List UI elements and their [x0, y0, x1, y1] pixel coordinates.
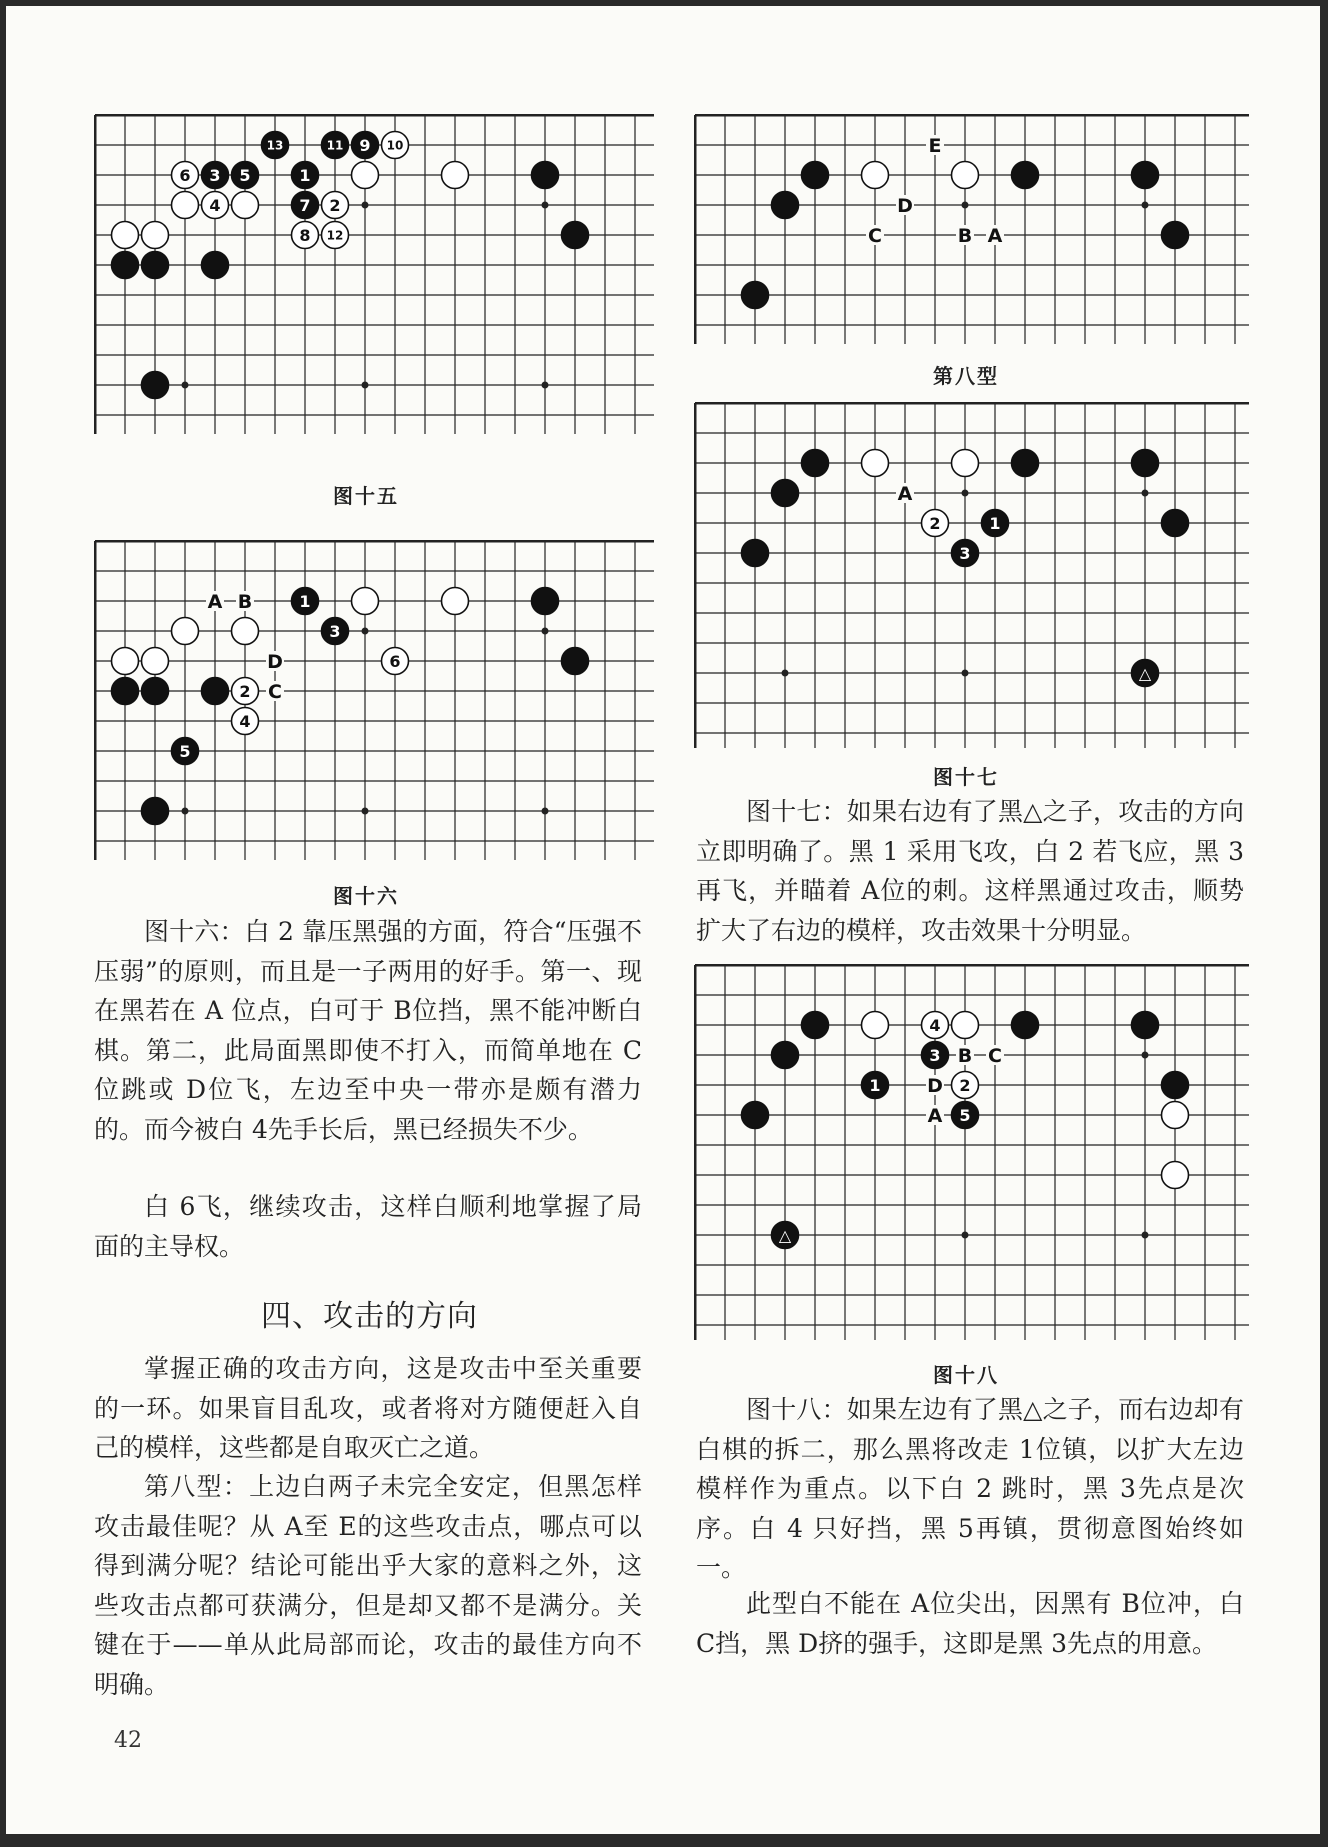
board-letter-marker	[266, 681, 284, 703]
black-stone	[802, 1012, 829, 1039]
white-stone	[952, 450, 979, 477]
black-stone-disc	[1132, 162, 1159, 189]
white-stone-disc	[142, 222, 169, 249]
white-stone	[322, 192, 349, 219]
black-stone-disc	[1162, 510, 1189, 537]
white-stone	[112, 222, 139, 249]
star-point	[362, 202, 369, 209]
star-point	[962, 490, 969, 497]
white-stone	[352, 162, 379, 189]
white-stone	[1162, 1162, 1189, 1189]
white-stone-disc	[1162, 1102, 1189, 1129]
stone-number: 6	[179, 165, 191, 185]
black-stone	[292, 588, 319, 615]
black-stone	[292, 192, 319, 219]
white-stone-disc	[952, 450, 979, 477]
white-stone	[442, 162, 469, 189]
stone-number: 7	[299, 195, 311, 215]
stone-number: 5	[179, 741, 191, 761]
star-point	[542, 808, 549, 815]
black-stone-disc	[202, 252, 229, 279]
black-stone-disc	[772, 480, 799, 507]
white-stone	[232, 708, 259, 735]
stone-number: 2	[929, 513, 941, 533]
black-stone	[772, 1222, 799, 1249]
marker-letter: B	[957, 225, 973, 247]
black-stone-disc	[142, 798, 169, 825]
board-letter-marker	[926, 1105, 944, 1127]
white-stone	[292, 222, 319, 249]
star-point	[1142, 202, 1149, 209]
white-stone	[1162, 1102, 1189, 1129]
white-stone	[232, 678, 259, 705]
black-stone	[1012, 450, 1039, 477]
white-stone	[112, 648, 139, 675]
stone-number: 1	[299, 165, 311, 185]
black-stone-disc	[562, 648, 589, 675]
white-stone	[322, 222, 349, 249]
paragraph-fig16-white6: 白 6飞，继续攻击，这样白顺利地掌握了局面的主导权。	[94, 1192, 642, 1261]
white-stone-disc	[952, 1012, 979, 1039]
page-number: 42	[114, 1728, 142, 1753]
star-point	[362, 628, 369, 635]
go-board-fig16	[94, 540, 654, 860]
black-stone	[562, 648, 589, 675]
star-point	[1142, 1232, 1149, 1239]
white-stone	[352, 588, 379, 615]
black-stone	[742, 282, 769, 309]
black-stone	[142, 252, 169, 279]
board-letter-marker	[896, 195, 914, 217]
black-stone-disc	[1012, 450, 1039, 477]
marker-letter: D	[897, 195, 913, 217]
star-point	[782, 670, 789, 677]
white-stone-disc	[352, 588, 379, 615]
marker-letter: C	[868, 225, 882, 247]
star-point	[962, 670, 969, 677]
black-stone-disc	[112, 678, 139, 705]
white-stone	[382, 132, 409, 159]
black-stone-disc	[742, 1102, 769, 1129]
board-letter-marker	[206, 591, 224, 613]
black-stone	[232, 162, 259, 189]
black-stone	[862, 1072, 889, 1099]
black-stone	[142, 372, 169, 399]
marker-letter: A	[897, 483, 913, 505]
white-stone	[202, 192, 229, 219]
black-stone	[1162, 1072, 1189, 1099]
white-stone	[862, 450, 889, 477]
stone-number: 6	[389, 651, 401, 671]
black-stone	[142, 678, 169, 705]
white-stone	[862, 1012, 889, 1039]
stone-number: 12	[326, 228, 344, 243]
stone-number: 2	[239, 681, 251, 701]
board-letter-marker	[926, 1075, 944, 1097]
stone-number: 1	[299, 591, 311, 611]
go-board-fig17	[694, 402, 1249, 748]
black-stone	[922, 1042, 949, 1069]
black-stone	[952, 1102, 979, 1129]
black-stone	[262, 132, 289, 159]
star-point	[362, 808, 369, 815]
board-letter-marker	[986, 225, 1004, 247]
black-stone	[1012, 162, 1039, 189]
white-stone	[172, 192, 199, 219]
black-stone	[322, 132, 349, 159]
star-point	[1142, 490, 1149, 497]
stone-number: 3	[329, 621, 341, 641]
stone-number: 11	[326, 138, 344, 153]
black-stone-disc	[1132, 1012, 1159, 1039]
white-stone-disc	[352, 162, 379, 189]
paragraph-intro: 掌握正确的攻击方向，这是攻击中至关重要的一环。如果盲目乱攻，或者将对方随便赶入自己的模样，这些都是自取灭亡之道。	[94, 1354, 642, 1462]
white-stone-disc	[112, 648, 139, 675]
black-stone-disc	[772, 192, 799, 219]
black-stone-disc	[1162, 1072, 1189, 1099]
white-stone	[922, 1012, 949, 1039]
paragraph-fig18-explanation: 图十八：如果左边有了黑△之子，而右边却有白棋的拆二，那么黑将改走 1位镇，以扩大左边模样作为重点。以下白 2 跳时，黑 3先点是次序。白 4 只好挡，黑 5再镇，贯彻意图始终如一。	[696, 1395, 1244, 1582]
black-stone-disc	[532, 162, 559, 189]
white-stone-disc	[952, 162, 979, 189]
white-stone	[922, 510, 949, 537]
stone-number: 4	[239, 711, 251, 731]
black-stone	[532, 588, 559, 615]
go-board-fig18	[694, 964, 1249, 1340]
book-page	[6, 6, 1320, 1834]
white-stone-disc	[232, 618, 259, 645]
black-stone	[1132, 162, 1159, 189]
stone-number: 3	[929, 1045, 941, 1065]
white-stone-disc	[862, 450, 889, 477]
stone-number: △	[1138, 663, 1152, 683]
white-stone	[442, 588, 469, 615]
stone-number: 1	[989, 513, 1001, 533]
stone-number: 3	[959, 543, 971, 563]
black-stone	[1012, 1012, 1039, 1039]
white-stone	[232, 618, 259, 645]
board-letter-marker	[986, 1045, 1004, 1067]
star-point	[182, 382, 189, 389]
white-stone	[172, 162, 199, 189]
black-stone-disc	[742, 540, 769, 567]
white-stone-disc	[112, 222, 139, 249]
black-stone	[352, 132, 379, 159]
black-stone	[1162, 510, 1189, 537]
white-stone-disc	[172, 618, 199, 645]
stone-number: 4	[929, 1015, 941, 1035]
board-letter-marker	[866, 225, 884, 247]
board-letter-marker	[896, 483, 914, 505]
black-stone	[802, 450, 829, 477]
caption-fig18: 图十八	[933, 1363, 999, 1387]
caption-fig15: 图十五	[333, 484, 399, 508]
black-stone-disc	[1162, 222, 1189, 249]
paragraph-fig18-note: 此型白不能在 A位尖出，因黑有 B位冲，白 C挡，黑 D挤的强手，这即是黑 3先点的用意。	[696, 1589, 1244, 1658]
white-stone	[232, 192, 259, 219]
black-stone	[562, 222, 589, 249]
black-stone-disc	[802, 450, 829, 477]
black-stone	[202, 252, 229, 279]
stone-number: 8	[299, 225, 311, 245]
black-stone	[532, 162, 559, 189]
go-board-fig15	[94, 114, 654, 434]
black-stone	[292, 162, 319, 189]
black-stone-disc	[142, 252, 169, 279]
white-stone-disc	[172, 192, 199, 219]
stone-number: 3	[209, 165, 221, 185]
caption-type8: 第八型	[933, 364, 999, 388]
marker-letter: A	[927, 1105, 943, 1127]
white-stone	[142, 222, 169, 249]
black-stone	[112, 678, 139, 705]
paragraph-fig16-explanation: 图十六：白 2 靠压黑强的方面，符合“压强不压弱”的原则，而且是一子两用的好手。第一、现在黑若在 A 位点，白可于 B位挡，黑不能冲断白棋。第二，此局面黑即使不打入，而简单地在 C位跳或 D位飞，左边至中央一带亦是颇有潜力的。而今被白 4先手长后，黑已经损失不少。	[94, 917, 642, 1144]
marker-letter: A	[207, 591, 223, 613]
black-stone-disc	[202, 678, 229, 705]
go-board-type8	[694, 114, 1249, 344]
stone-number: 1	[869, 1075, 881, 1095]
black-stone-disc	[1012, 1012, 1039, 1039]
star-point	[182, 808, 189, 815]
white-stone	[142, 648, 169, 675]
black-stone	[952, 540, 979, 567]
star-point	[542, 202, 549, 209]
star-point	[962, 1232, 969, 1239]
white-stone	[952, 1072, 979, 1099]
black-stone	[322, 618, 349, 645]
white-stone-disc	[232, 192, 259, 219]
grid	[95, 541, 654, 860]
black-stone	[172, 738, 199, 765]
marker-letter: D	[927, 1075, 943, 1097]
white-stone	[952, 1012, 979, 1039]
caption-fig16: 图十六	[333, 884, 399, 908]
stone-number: 2	[959, 1075, 971, 1095]
black-stone-disc	[1012, 162, 1039, 189]
star-point	[542, 382, 549, 389]
marker-letter: C	[268, 681, 282, 703]
marker-letter: C	[988, 1045, 1002, 1067]
stone-number: 10	[386, 138, 404, 153]
white-stone	[862, 162, 889, 189]
black-stone	[742, 1102, 769, 1129]
black-stone	[772, 480, 799, 507]
stone-number: 4	[209, 195, 221, 215]
star-point	[542, 628, 549, 635]
black-stone	[1162, 222, 1189, 249]
black-stone	[142, 798, 169, 825]
black-stone-disc	[562, 222, 589, 249]
black-stone-disc	[142, 372, 169, 399]
black-stone-disc	[772, 1042, 799, 1069]
board-letter-marker	[956, 1045, 974, 1067]
black-stone	[202, 678, 229, 705]
stone-number: 13	[266, 138, 284, 153]
black-stone	[772, 1042, 799, 1069]
black-stone-disc	[532, 588, 559, 615]
star-point	[1142, 1052, 1149, 1059]
stone-number: 9	[359, 135, 371, 155]
marker-letter: B	[957, 1045, 973, 1067]
black-stone	[982, 510, 1009, 537]
black-stone-disc	[112, 252, 139, 279]
white-stone	[382, 648, 409, 675]
white-stone-disc	[142, 648, 169, 675]
white-stone-disc	[862, 1012, 889, 1039]
white-stone-disc	[442, 588, 469, 615]
black-stone	[802, 162, 829, 189]
caption-fig17: 图十七	[933, 765, 999, 789]
section-heading: 四、攻击的方向	[261, 1299, 478, 1334]
black-stone	[202, 162, 229, 189]
marker-letter: A	[987, 225, 1003, 247]
white-stone-disc	[862, 162, 889, 189]
black-stone-disc	[742, 282, 769, 309]
white-stone	[172, 618, 199, 645]
black-stone	[1132, 450, 1159, 477]
black-stone	[1132, 660, 1159, 687]
stone-number: △	[778, 1225, 792, 1245]
stone-number: 5	[959, 1105, 971, 1125]
marker-letter: E	[928, 135, 942, 157]
board-letter-marker	[236, 591, 254, 613]
black-stone	[772, 192, 799, 219]
black-stone	[112, 252, 139, 279]
black-stone	[1132, 1012, 1159, 1039]
board-letter-marker	[926, 135, 944, 157]
black-stone-disc	[802, 162, 829, 189]
paragraph-type8: 第八型：上边白两子未完全安定，但黑怎样攻击最佳呢？从 A至 E的这些攻击点，哪点可以得到满分呢？结论可能出乎大家的意料之外，这些攻击点都可获满分，但是却又都不是满分。关键在于——单从此局部而论，攻击的最佳方向不明确。	[94, 1472, 642, 1699]
white-stone-disc	[442, 162, 469, 189]
black-stone	[742, 540, 769, 567]
stone-number: 5	[239, 165, 251, 185]
white-stone-disc	[1162, 1162, 1189, 1189]
white-stone	[952, 162, 979, 189]
paragraph-fig17-explanation: 图十七：如果右边有了黑△之子，攻击的方向立即明确了。黑 1 采用飞攻，白 2 若飞应，黑 3 再飞，并瞄着 A位的刺。这样黑通过攻击，顺势扩大了右边的模样，攻击效果十分明显。	[696, 797, 1244, 945]
star-point	[362, 382, 369, 389]
black-stone-disc	[1132, 450, 1159, 477]
star-point	[962, 202, 969, 209]
stone-number: 2	[329, 195, 341, 215]
board-letter-marker	[266, 651, 284, 673]
marker-letter: D	[267, 651, 283, 673]
marker-letter: B	[237, 591, 253, 613]
board-letter-marker	[956, 225, 974, 247]
black-stone-disc	[142, 678, 169, 705]
black-stone-disc	[802, 1012, 829, 1039]
